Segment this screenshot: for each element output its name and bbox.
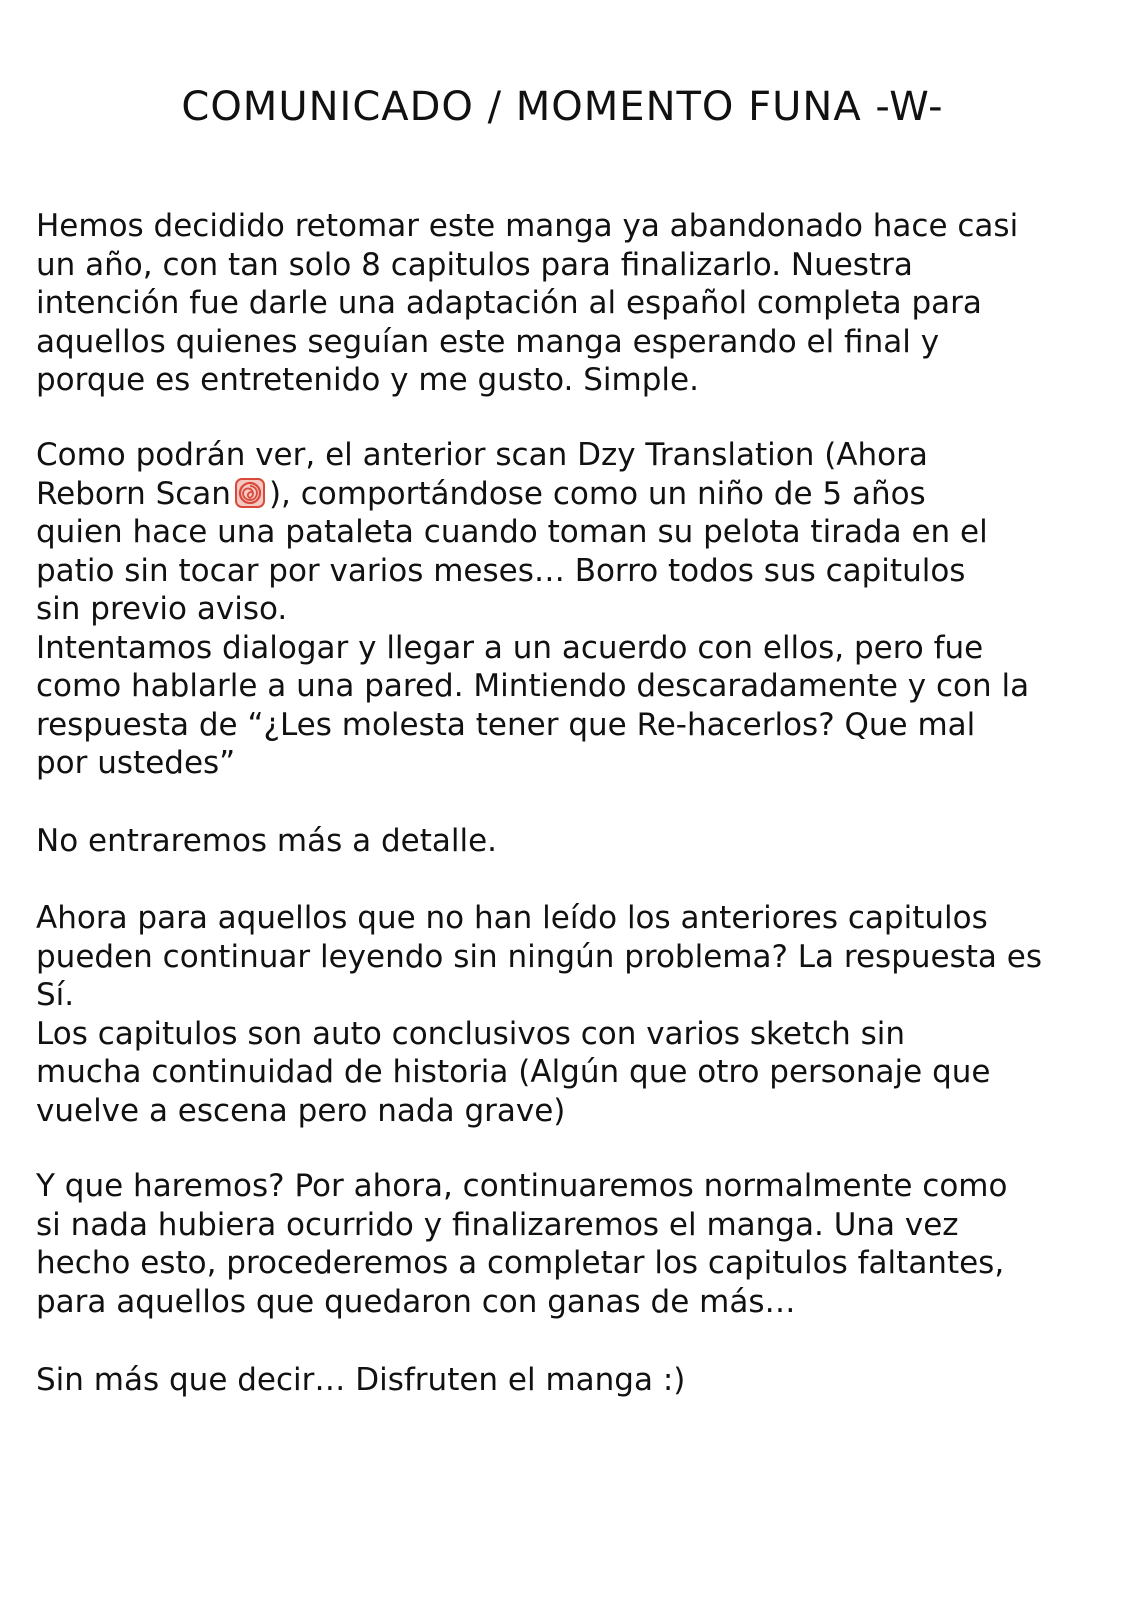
text-line: porque es entretenido y me gusto. Simple.	[36, 362, 699, 398]
text-line: Sin más que decir… Disfruten el manga :)	[36, 1362, 686, 1398]
text-line: sin previo aviso.	[36, 591, 288, 627]
text-line: Intentamos dialogar y llegar a un acuerdo con ellos, pero fue	[36, 629, 984, 666]
text-line: por ustedes”	[36, 745, 236, 781]
text-line: aquellos quienes seguían este manga esperando el final y	[36, 323, 940, 360]
text-segment: Reborn Scan	[36, 475, 231, 512]
text-line: intención fue darle una adaptación al español completa para	[36, 285, 982, 321]
text-line: quien hace una pataleta cuando toman su pelota tirada en el	[36, 514, 988, 550]
text-line: hecho esto, procederemos a completar los capitulos faltantes,	[36, 1245, 1005, 1281]
text-line: respuesta de “¿Les molesta tener que Re-hacerlos? Que mal	[36, 706, 976, 743]
text-line: si nada hubiera ocurrido y finalizaremos el manga. Una vez	[36, 1206, 959, 1243]
text-segment: ), comportándose como un niño de 5 años	[268, 475, 926, 512]
paragraph-continue-reading	[36, 899, 1096, 1130]
text-line: patio sin tocar por varios meses… Borro todos sus capitulos	[36, 552, 966, 589]
text-line: No entraremos más a detalle.	[36, 823, 498, 859]
paragraph-closing	[36, 1361, 1096, 1400]
spiral-logo-icon	[235, 478, 265, 508]
text-line: como hablarle a una pared. Mintiendo descaradamente y con la	[36, 668, 1030, 704]
page-title: COMUNICADO / MOMENTO FUNA -W-	[181, 84, 944, 130]
text-line: un año, con tan solo 8 capitulos para finalizarlo. Nuestra	[36, 246, 913, 283]
text-line: Como podrán ver, el anterior scan Dzy Translation (Ahora	[36, 437, 928, 473]
text-line: para aquellos que quedaron con ganas de más…	[36, 1283, 796, 1320]
text-line: Ahora para aquellos que no han leído los anteriores capitulos	[36, 900, 988, 936]
text-line: pueden continuar leyendo sin ningún problema? La respuesta es	[36, 938, 1042, 975]
text-line-with-icon	[36, 475, 1096, 514]
text-line: Hemos decidido retomar este manga ya abandonado hace casi	[36, 208, 1019, 244]
text-line: Y que haremos? Por ahora, continuaremos normalmente como	[36, 1168, 1008, 1204]
text-line: vuelve a escena pero nada grave)	[36, 1092, 566, 1129]
paragraph-plans	[36, 1167, 1096, 1321]
paragraph-previous-scan	[36, 436, 1096, 783]
text-line: Sí.	[36, 977, 75, 1013]
text-line: mucha continuidad de historia (Algún que otro personaje que	[36, 1054, 991, 1090]
text-line: Los capitulos son auto conclusivos con varios sketch sin	[36, 1015, 906, 1052]
paragraph-no-details	[36, 822, 1096, 861]
paragraph-intro	[36, 207, 1096, 400]
